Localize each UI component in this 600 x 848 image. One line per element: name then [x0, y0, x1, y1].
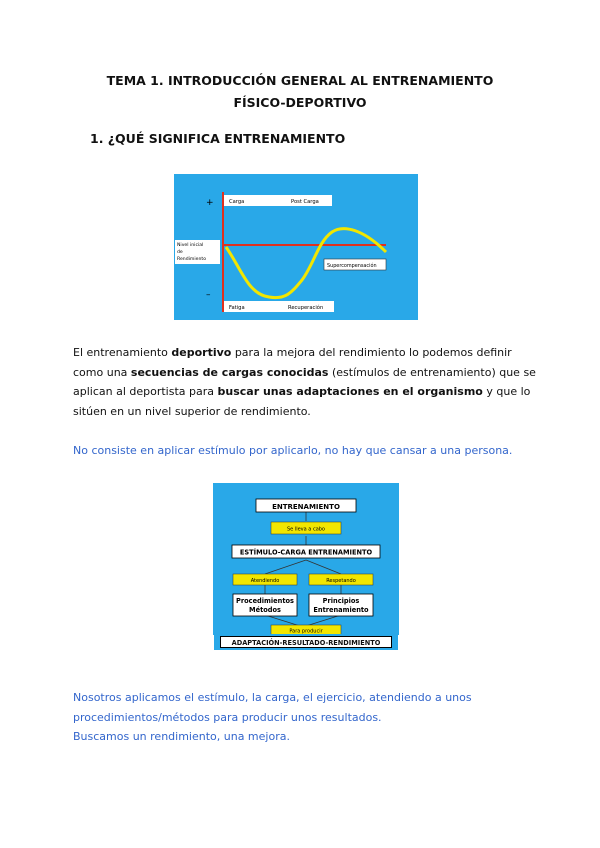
paragraph-summary-line-2: procedimientos/métodos para producir unos resultados. — [73, 710, 382, 724]
minus-sign: – — [206, 290, 211, 300]
paragraph-definition-line-2: como una secuencias de cargas conocidas (estímulos de entrenamiento) que se — [73, 365, 536, 379]
label-recuperacion: Recuperación — [288, 305, 324, 311]
tag-se-lleva-a-cabo-label: Se lleva a cabo — [286, 526, 326, 533]
box-procedimientos-line-2: Métodos — [249, 606, 281, 614]
box-entrenamiento-label: ENTRENAMIENTO — [272, 503, 340, 511]
paragraph-definition-line-4: sitúen en un nivel superior de rendimiento. — [73, 404, 311, 418]
label-carga: Carga — [229, 199, 245, 205]
paragraph-summary-line-3: Buscamos un rendimiento, una mejora. — [73, 730, 290, 743]
tag-para-producir-label: Para producir — [289, 628, 323, 635]
box-principios-line-2: Entrenamiento — [313, 606, 369, 614]
training-flow-diagram — [213, 483, 399, 635]
y-label-line-3: Rendimiento — [177, 257, 207, 262]
paragraph-definition — [73, 343, 543, 421]
label-supercompensacion: Supercompensación — [327, 263, 377, 269]
box-estimulo-carga-label: ESTÍMULO-CARGA ENTRENAMIENTO — [239, 548, 373, 557]
bold-term: buscar unas adaptaciones en el organismo — [217, 385, 483, 398]
box-principios-line-1: Principios — [322, 597, 360, 605]
paragraph-summary-line-1: Nosotros aplicamos el estímulo, la carga, el ejercicio, atendiendo a unos — [73, 691, 472, 704]
document-title-line-1: TEMA 1. INTRODUCCIÓN GENERAL AL ENTRENAMIENTO — [106, 73, 494, 88]
paragraph-definition-line-3: aplican al deportista para buscar unas adaptaciones en el organismo y que lo — [73, 385, 531, 398]
y-label-line-1: Nivel inicial — [177, 243, 204, 248]
document-title-line-2: FÍSICO-DEPORTIVO — [233, 95, 367, 110]
box-procedimientos-line-1: Procedimientos — [236, 597, 294, 605]
box-adaptacion-resultado: ADAPTACIÓN-RESULTADO-RENDIMIENTO — [220, 636, 392, 648]
bold-term: deportivo — [171, 346, 232, 359]
label-fatiga: Fatiga — [229, 305, 245, 311]
y-label-line-2: de — [177, 250, 183, 255]
tag-respetando-label: Respetando — [326, 578, 356, 584]
plus-sign: + — [206, 198, 214, 208]
paragraph-definition-line-1: El entrenamiento deportivo para la mejora del rendimiento lo podemos definir — [73, 346, 512, 359]
label-post-carga: Post Carga — [291, 199, 319, 205]
paragraph-note: No consiste en aplicar estímulo por aplicarlo, no hay que cansar a una persona. — [73, 444, 513, 457]
section-heading: 1. ¿QUÉ SIGNIFICA ENTRENAMIENTO — [90, 131, 346, 146]
paragraph-summary — [73, 688, 543, 747]
supercompensation-figure — [174, 174, 418, 320]
bold-term: secuencias de cargas conocidas — [130, 365, 329, 379]
tag-atendiendo-label: Atendiendo — [250, 578, 280, 584]
